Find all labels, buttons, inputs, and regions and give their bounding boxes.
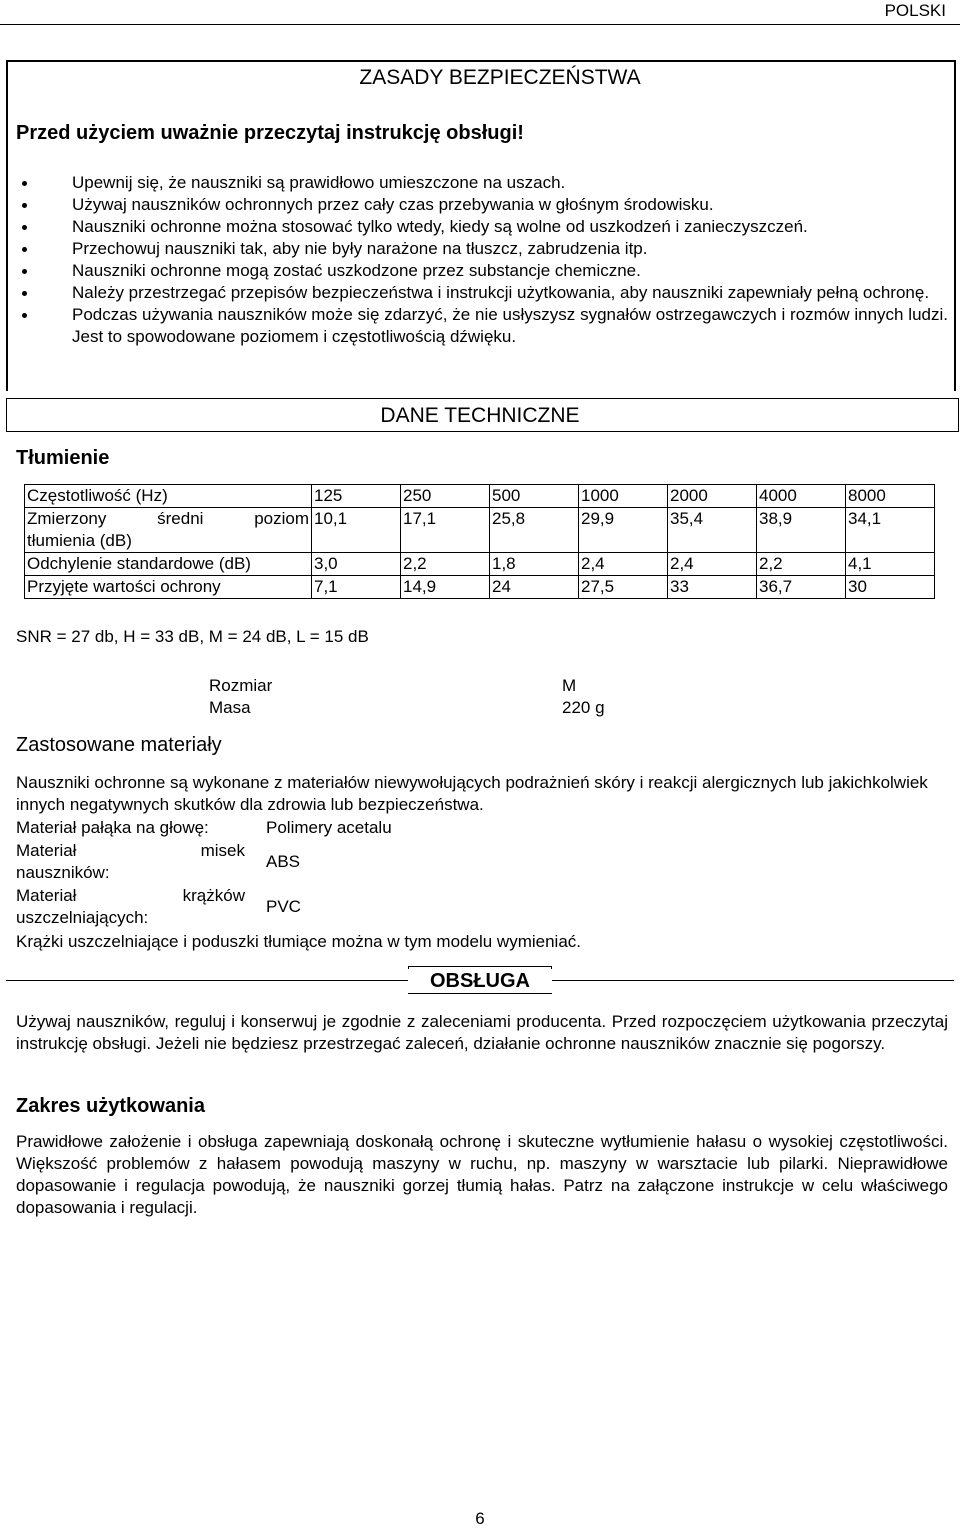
table-cell: 2,4	[668, 553, 757, 576]
table-cell: 2,2	[757, 553, 846, 576]
table-row-label: Przyjęte wartości ochrony	[25, 576, 312, 599]
table-cell: 2,2	[401, 553, 490, 576]
language-label: POLSKI	[884, 1, 946, 20]
table-cell: 2,4	[579, 553, 668, 576]
safety-list	[16, 172, 948, 348]
safety-item: Nauszniki ochronne można stosować tylko wtedy, kiedy są wolne od uszkodzeń i zanieczyszczeń.	[16, 216, 948, 238]
table-cell: 7,1	[312, 576, 401, 599]
table-row	[25, 553, 935, 576]
seals-material-label: Materiał krążków	[16, 886, 245, 905]
snr-values: SNR = 27 db, H = 33 dB, M = 24 dB, L = 15 dB	[16, 627, 369, 646]
seals-material-value: PVC	[266, 897, 301, 916]
table-cell: 10,1	[312, 508, 401, 553]
materials-heading: Zastosowane materiały	[16, 734, 222, 756]
table-cell: 29,9	[579, 508, 668, 553]
cups-material-label: Materiał misek	[16, 841, 245, 860]
operation-title: OBSŁUGA	[408, 969, 552, 993]
table-cell: 24	[490, 576, 579, 599]
attenuation-heading: Tłumienie	[16, 447, 110, 469]
table-cell: 30	[846, 576, 935, 599]
cups-material-label-continued: nauszników:	[16, 863, 110, 882]
table-cell: 8000	[846, 485, 935, 508]
safety-item: Używaj nauszników ochronnych przez cały czas przebywania w głośnym środowisku.	[16, 194, 948, 216]
table-cell: 33	[668, 576, 757, 599]
seals-material-label-continued: uszczelniających:	[16, 908, 149, 927]
table-cell: 125	[312, 485, 401, 508]
size-label: Rozmiar	[209, 676, 273, 695]
materials-intro: Nauszniki ochronne są wykonane z materiałów niewywołujących podrażnień skóry i reakcji alergicznych lub jakichkolwiek innych negatywnych skutków dla zdrowia lub bezpieczeństwa.	[16, 773, 928, 814]
table-cell: 34,1	[846, 508, 935, 553]
table-row-label: Częstotliwość (Hz)	[25, 485, 312, 508]
scope-heading: Zakres użytkowania	[16, 1095, 205, 1117]
table-cell: 500	[490, 485, 579, 508]
mass-label: Masa	[209, 698, 251, 717]
cups-material-value: ABS	[266, 852, 301, 871]
table-row-label-line: Zmierzony średni poziom	[27, 509, 309, 528]
table-row-label	[25, 508, 312, 553]
table-cell: 14,9	[401, 576, 490, 599]
table-cell: 36,7	[757, 576, 846, 599]
headband-material-value: Polimery acetalu	[266, 818, 392, 837]
table-row	[25, 508, 935, 553]
scope-text: Prawidłowe założenie i obsługa zapewniają doskonałą ochronę i skuteczne wytłumienie hałasu o wysokiej częstotliwości. Większość problemów z hałasem powodują maszyny w ruchu, np. maszyny w warsztacie lub pilarki. Nieprawidłowe dopasowanie i regulacja powodują, że nauszniki gorzej tłumią hałas. Patrz na załączone instrukcje w celu właściwego dopasowania i regulacji.	[16, 1132, 948, 1217]
safety-item: Podczas używania nauszników może się zdarzyć, że nie usłyszysz sygnałów ostrzegawczych i rozmów innych ludzi. Jest to spowodowane poziomem i częstotliwością dźwięku.	[16, 304, 948, 348]
table-row	[25, 576, 935, 599]
table-cell: 3,0	[312, 553, 401, 576]
safety-item: Upewnij się, że nauszniki są prawidłowo umieszczone na uszach.	[16, 172, 948, 194]
replaceable-parts-note: Krążki uszczelniające i poduszki tłumiące można w tym modelu wymieniać.	[16, 932, 581, 951]
safety-warning: Przed użyciem uważnie przeczytaj instrukcję obsługi!	[16, 122, 524, 144]
attenuation-table	[24, 484, 935, 599]
page-number: 6	[475, 1509, 485, 1528]
technical-title: DANE TECHNICZNE	[380, 404, 580, 427]
table-cell: 4000	[757, 485, 846, 508]
mass-value: 220 g	[562, 698, 605, 717]
safety-item: Przechowuj nauszniki tak, aby nie były narażone na tłuszcz, zabrudzenia itp.	[16, 238, 948, 260]
table-cell: 17,1	[401, 508, 490, 553]
safety-item: Nauszniki ochronne mogą zostać uszkodzone przez substancje chemiczne.	[16, 260, 948, 282]
table-cell: 25,8	[490, 508, 579, 553]
table-row-label-line: tłumienia (dB)	[27, 531, 132, 550]
table-cell: 38,9	[757, 508, 846, 553]
header-divider	[0, 24, 960, 25]
headband-material-label: Materiał pałąka na głowę:	[16, 818, 209, 837]
table-cell: 35,4	[668, 508, 757, 553]
table-row	[25, 485, 935, 508]
table-cell: 1000	[579, 485, 668, 508]
safety-title: ZASADY BEZPIECZEŃSTWA	[359, 66, 641, 89]
safety-item: Należy przestrzegać przepisów bezpieczeństwa i instrukcji użytkowania, aby nauszniki zapewniały pełną ochronę.	[16, 282, 948, 304]
table-cell: 2000	[668, 485, 757, 508]
table-cell: 4,1	[846, 553, 935, 576]
table-cell: 27,5	[579, 576, 668, 599]
table-row-label: Odchylenie standardowe (dB)	[25, 553, 312, 576]
table-cell: 1,8	[490, 553, 579, 576]
table-cell: 250	[401, 485, 490, 508]
operation-text: Używaj nauszników, reguluj i konserwuj je zgodnie z zaleceniami producenta. Przed rozpoczęciem użytkowania przeczytaj instrukcję obsługi. Jeżeli nie będziesz przestrzegać zaleceń, działanie ochronne nauszników znacznie się pogorszy.	[16, 1012, 948, 1053]
size-value: M	[562, 676, 577, 695]
